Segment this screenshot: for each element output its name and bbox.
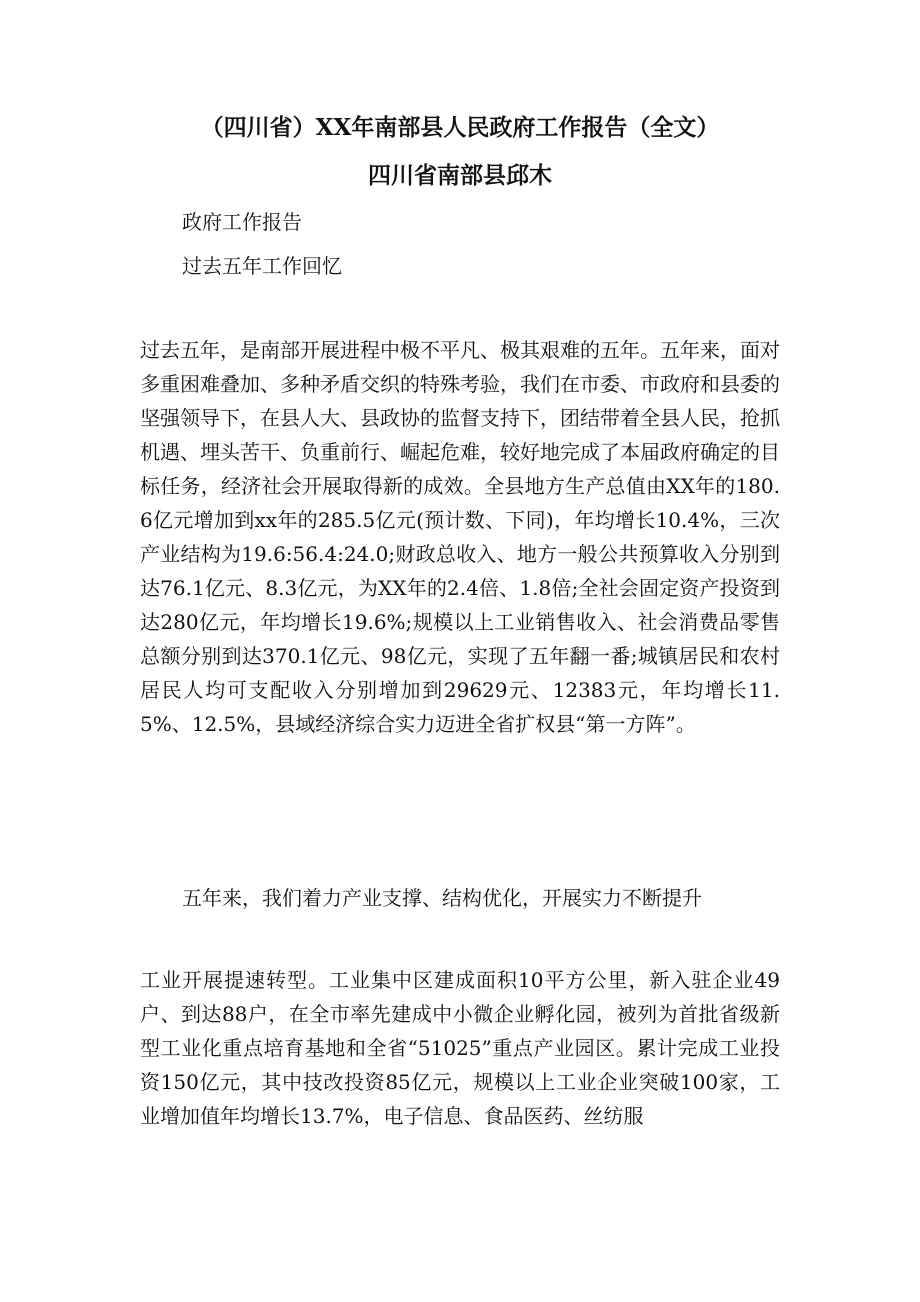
section-heading: 政府工作报告: [182, 210, 302, 234]
subsection-heading: 过去五年工作回忆: [182, 254, 342, 278]
document-title: （四川省）XX年南部县人民政府工作报告（全文）: [200, 114, 720, 141]
paragraph-industry-heading: 五年来，我们着力产业支撑、结构优化，开展实力不断提升: [182, 886, 702, 910]
paragraph-industrial-development: 工业开展提速转型。工业集中区建成面积10平方公里，新入驻企业49户、到达88户，在全市率先建成中小微企业孵化园，被列为首批省级新型工业化重点培育基地和全省“51025”重点产业园区。累计完成工业投资150亿元，其中技改投资85亿元，规模以上工业企业突破100家，工业增加值年均增长13.7%，电子信息、食品医药、丝纺服: [140, 968, 780, 1128]
document-subtitle: 四川省南部县邱木: [368, 162, 552, 189]
paragraph-review-summary: 过去五年，是南部开展进程中极不平凡、极其艰难的五年。五年来，面对多重困难叠加、多种矛盾交织的特殊考验，我们在市委、市政府和县委的坚强领导下，在县人大、县政协的监督支持下，团结带着全县人民，抢抓机遇、埋头苦干、负重前行、崛起危难，较好地完成了本届政府确定的目标任务，经济社会开展取得新的成效。全县地方生产总值由XX年的180.6亿元增加到xx年的285.5亿元(预计数、下同)，年均增长10.4%，三次产业结构为19.6:56.4:24.0;财政总收入、地方一般公共预算收入分别到达76.1亿元、8.3亿元，为XX年的2.4倍、1.8倍;全社会固定资产投资到达280亿元，年均增长19.6%;规模以上工业销售收入、社会消费品零售总额分别到达370.1亿元、98亿元，实现了五年翻一番;城镇居民和农村居民人均可支配收入分别增加到29629元、12383元，年均增长11.5%、12.5%，县域经济综合实力迈进全省扩权县“第一方阵”。: [140, 338, 780, 736]
